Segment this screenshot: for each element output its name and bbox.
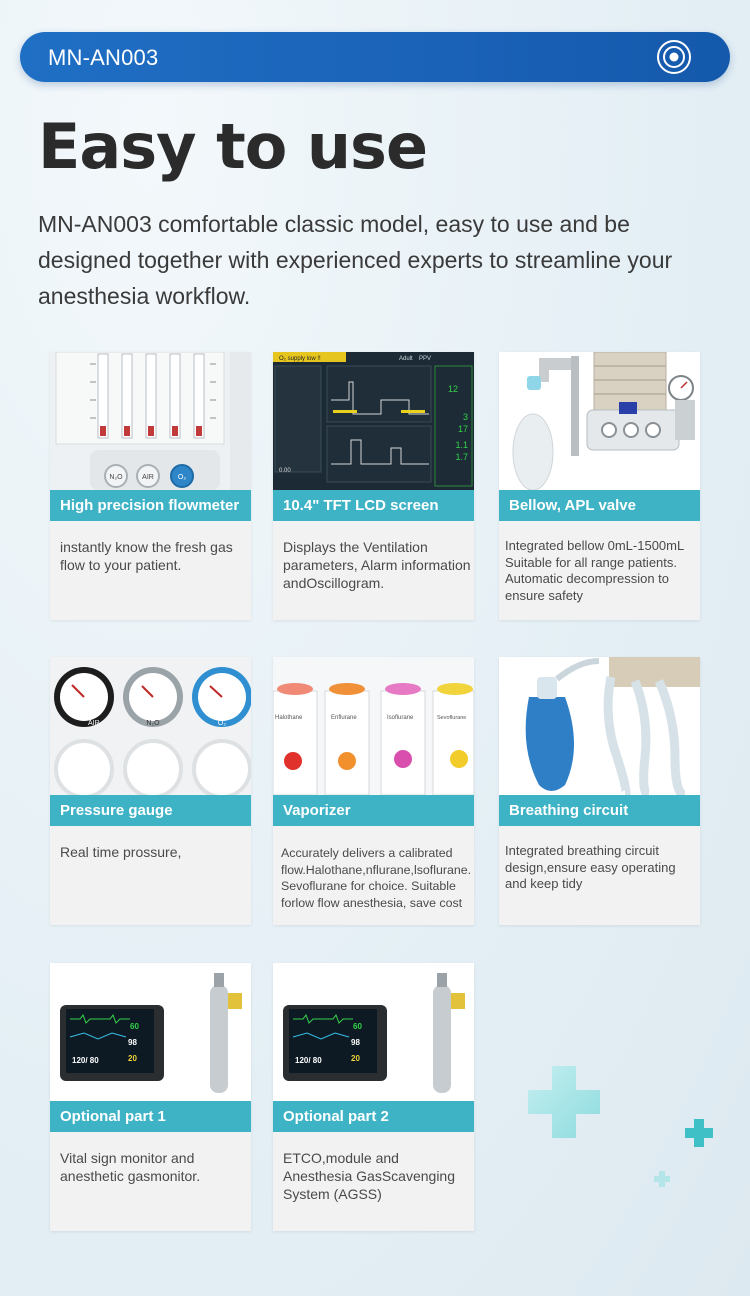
vaporizer-isoflurane-label: Isoflurane (387, 715, 414, 721)
card-description: instantly know the fresh gas flow to your patient. (60, 539, 233, 573)
monitor-rr: 20 (351, 1054, 360, 1063)
screen-value-3: 17 (457, 424, 468, 434)
gauge-n2o-label: N₂O (146, 720, 160, 727)
card-label: High precision flowmeter (50, 490, 251, 521)
flowmeter-tubes-image (50, 352, 251, 490)
flowmeter-air-label: AIR (142, 474, 154, 481)
screen-value-5: 1.7 (455, 452, 468, 462)
monitor-rr: 20 (128, 1054, 137, 1063)
feature-card-lcd-screen (273, 352, 474, 620)
vaporizer-sevoflurane-label: Sevoflurane (437, 715, 467, 721)
card-label: 10.4" TFT LCD screen (273, 490, 474, 521)
intro-paragraph: MN-AN003 comfortable classic model, easy to use and be designed together with experienced experts to streamline your anesthesia workflow. (38, 211, 673, 309)
monitor-nibp: 120/ 80 (295, 1056, 322, 1065)
screen-value-6: 0.00 (279, 468, 291, 474)
gauge-air-label: AIR (88, 720, 100, 727)
feature-card-pressure-gauge (50, 657, 251, 925)
card-label: Optional part 1 (50, 1101, 251, 1132)
screen-alarm-text: O₂ supply low !! (279, 356, 321, 362)
card-description: Integrated bellow 0mL-1500mL Suitable for all range patients. Automatic decompression to ensure safety (505, 538, 684, 603)
card-label: Bellow, APL valve (499, 490, 700, 521)
bellows-apl-valve-image (499, 352, 700, 490)
monitor-hr: 60 (353, 1022, 362, 1031)
breathing-circuit-image (499, 657, 700, 795)
feature-card-vaporizer (273, 657, 474, 925)
feature-card-breathing-circuit (499, 657, 700, 925)
monitor-hr: 60 (130, 1022, 139, 1031)
vaporizer-enflurane-label: Enflurane (331, 715, 357, 721)
card-description: Displays the Ventilation parameters, Alarm information andOscillogram. (283, 539, 471, 591)
card-label: Breathing circuit (499, 795, 700, 826)
monitor-and-agss-image (273, 963, 474, 1101)
model-title: MN-AN003 (48, 45, 159, 70)
target-rings-icon (656, 39, 692, 75)
flowmeter-n2o-label: N₂O (109, 474, 123, 481)
screen-value-4: 1.1 (455, 440, 468, 450)
card-label: Pressure gauge (50, 795, 251, 826)
vaporizers-image (273, 657, 474, 795)
feature-card-optional-part-1 (50, 963, 251, 1231)
card-description: ETCO,module and Anesthesia GasScavenging System (AGSS) (283, 1150, 455, 1202)
monitor-spo2: 98 (128, 1038, 137, 1047)
pressure-gauges-image (50, 657, 251, 795)
feature-card-optional-part-2 (273, 963, 474, 1231)
model-header-bar (20, 32, 730, 82)
card-description: Integrated breathing circuit design,ensure easy operating and keep tidy (505, 843, 676, 891)
screen-mode-ppv: PPV (419, 356, 432, 362)
card-description: Real time prossure, (60, 844, 182, 860)
flowmeter-o2-label: O₂ (177, 474, 187, 481)
screen-value-1: 12 (447, 384, 458, 394)
vaporizer-halothane-label: Halothane (275, 715, 303, 721)
card-label: Vaporizer (273, 795, 474, 826)
card-description: Vital sign monitor and anesthetic gasmonitor. (60, 1150, 201, 1184)
patient-monitor-image (50, 963, 251, 1101)
feature-card-flowmeter (50, 352, 251, 620)
ventilator-screen-image (273, 352, 474, 490)
feature-card-bellow (499, 352, 700, 620)
plus-icon-large (524, 1062, 604, 1142)
gauge-o2-label: O₂ (217, 720, 227, 727)
screen-value-2: 3 (462, 412, 468, 422)
monitor-nibp: 120/ 80 (72, 1056, 99, 1065)
monitor-spo2: 98 (351, 1038, 360, 1047)
card-description: Accurately delivers a calibrated flow.Halothane,nflurane,lsoflurane. Sevoflurane for choice. Suitable forlow flow anesthesia, save cost (281, 846, 472, 910)
screen-mode-adult: Adult (399, 356, 413, 362)
plus-icon-medium (684, 1118, 714, 1148)
card-label: Optional part 2 (273, 1101, 474, 1132)
page-title: Easy to use (38, 110, 428, 183)
plus-icon-small (653, 1170, 671, 1188)
